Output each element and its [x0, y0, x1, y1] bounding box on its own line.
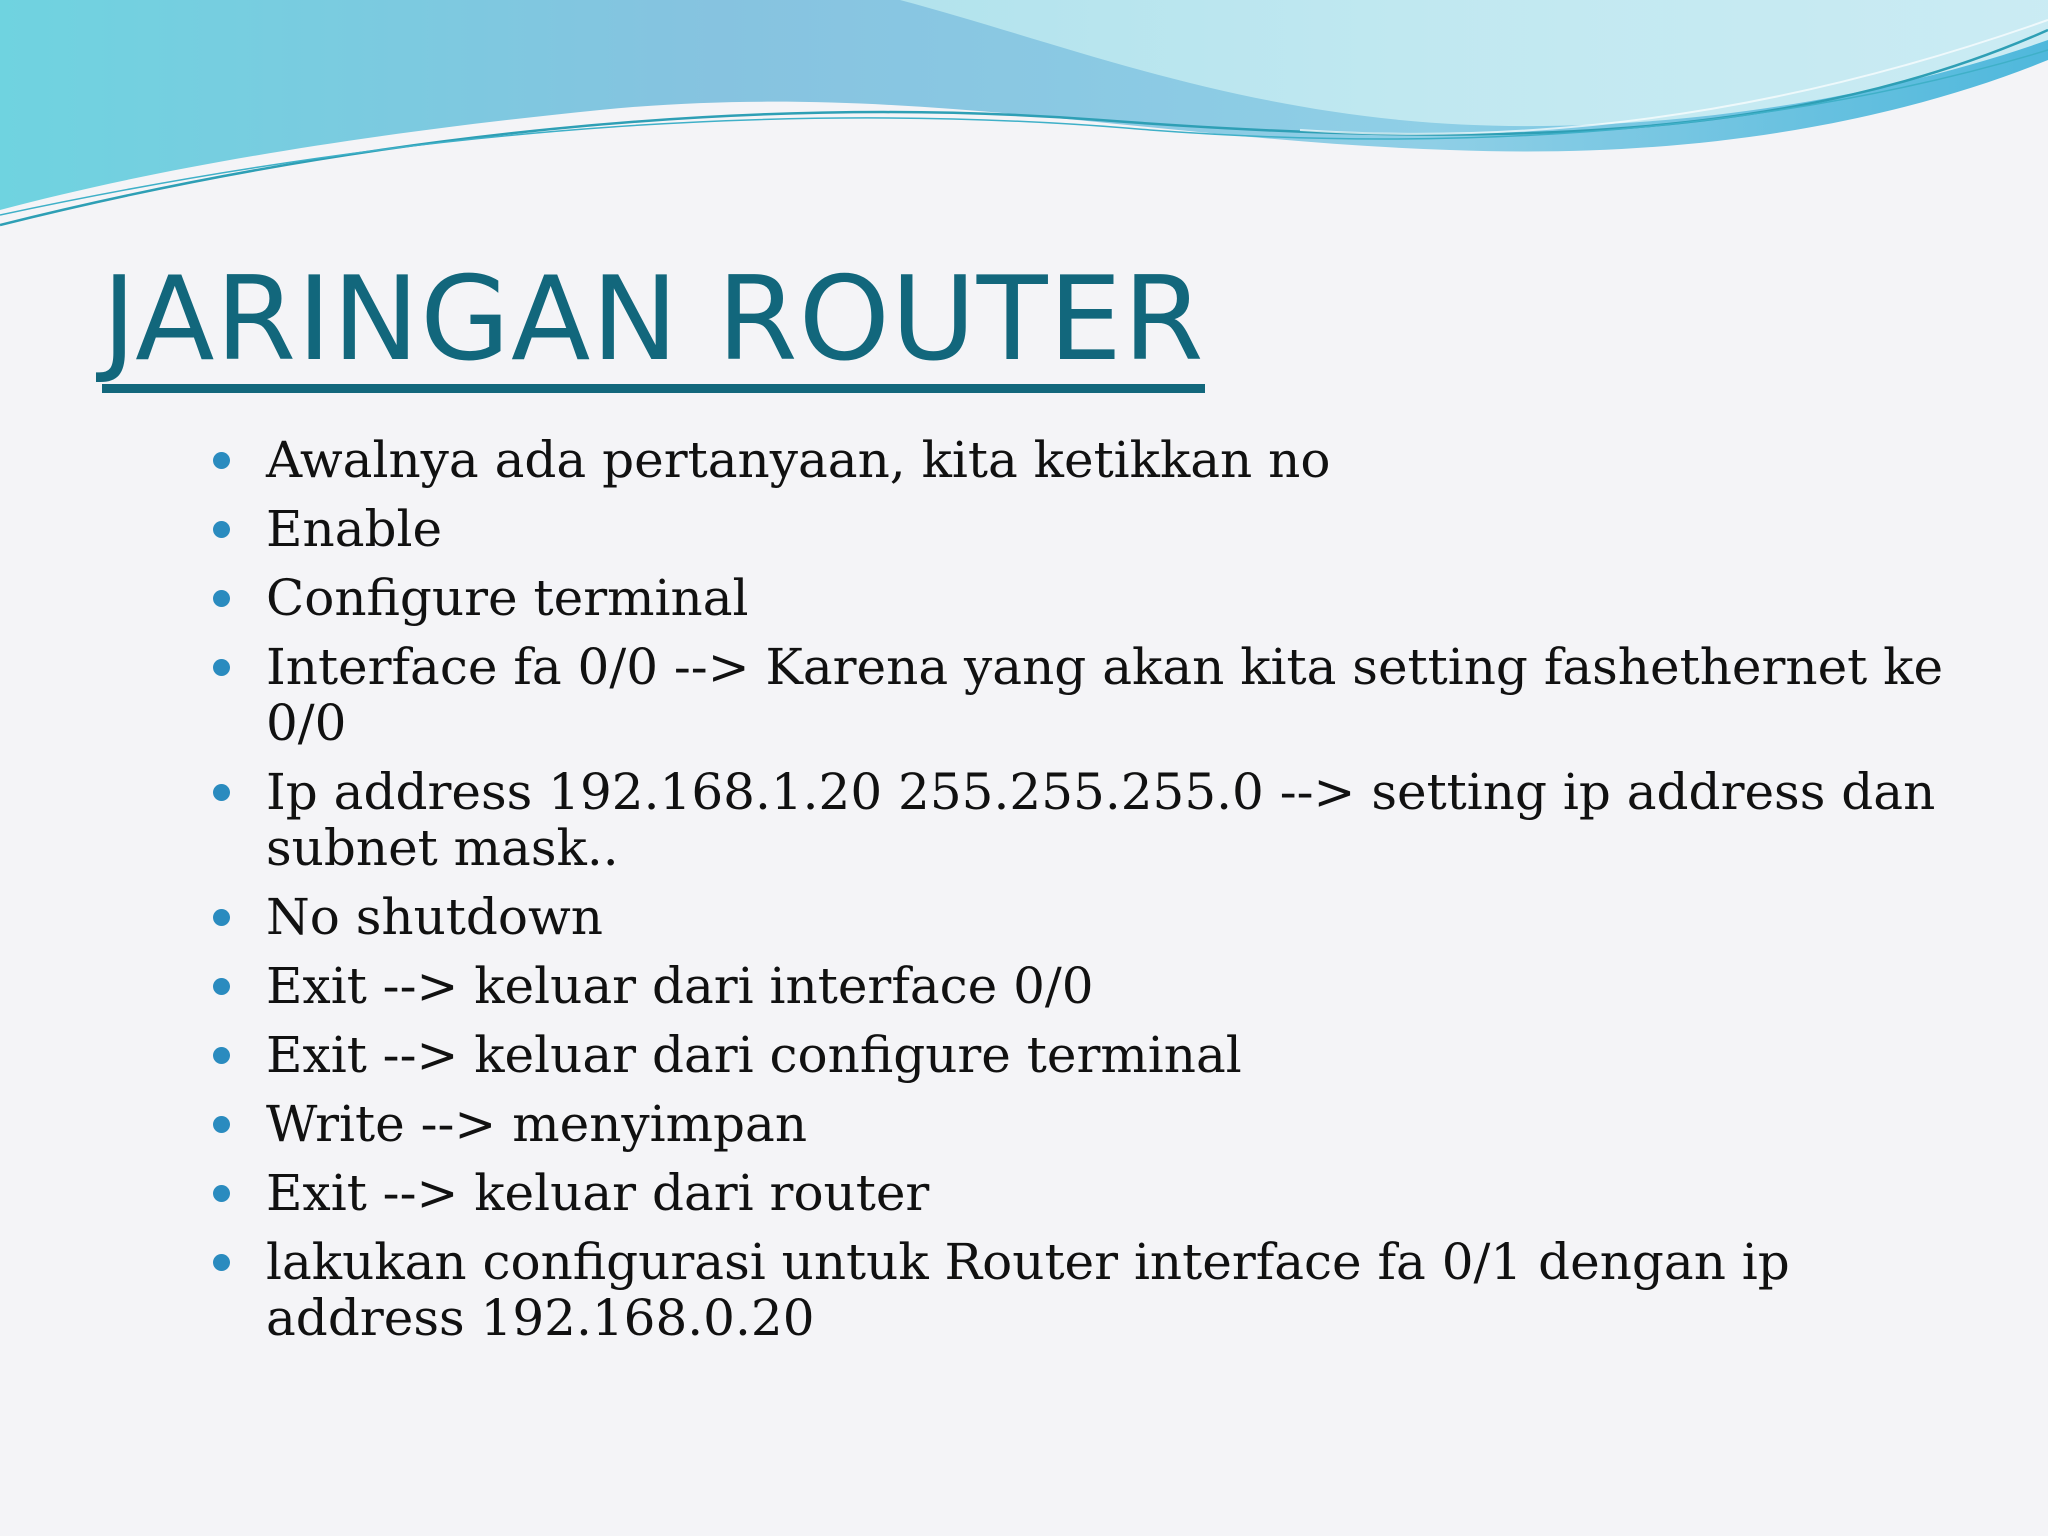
list-item: [266, 1027, 1946, 1083]
header-wave-decoration: [0, 0, 2048, 240]
list-item: [266, 1096, 1946, 1152]
bullet-text: Ip address 192.168.1.20 255.255.255.0 --> setting ip address dan subnet mask..: [266, 763, 1936, 877]
list-item: [266, 570, 1946, 626]
bullet-text: Configure terminal: [266, 569, 749, 627]
bullet-dot-icon: [213, 659, 230, 676]
bullet-dot-icon: [213, 978, 230, 995]
list-item: [266, 889, 1946, 945]
bullet-text: Exit --> keluar dari configure terminal: [266, 1026, 1242, 1084]
bullet-dot-icon: [213, 521, 230, 538]
list-item: [266, 764, 1946, 876]
bullet-dot-icon: [213, 452, 230, 469]
bullet-dot-icon: [213, 1047, 230, 1064]
list-item: [266, 639, 1946, 751]
slide-title: JARINGAN ROUTER: [102, 262, 1205, 393]
bullet-text: lakukan configurasi untuk Router interface fa 0/1 dengan ip address 192.168.0.20: [266, 1233, 1790, 1347]
bullet-dot-icon: [213, 909, 230, 926]
bullet-dot-icon: [213, 1116, 230, 1133]
list-item: [266, 432, 1946, 488]
bullet-dot-icon: [213, 784, 230, 801]
list-item: [266, 1165, 1946, 1221]
bullet-dot-icon: [213, 1254, 230, 1271]
bullet-text: Awalnya ada pertanyaan, kita ketikkan no: [266, 431, 1331, 489]
list-item: [266, 501, 1946, 557]
bullet-dot-icon: [213, 590, 230, 607]
bullet-text: Enable: [266, 500, 443, 558]
list-item: [266, 1234, 1946, 1346]
bullet-text: Interface fa 0/0 --> Karena yang akan kita setting fashethernet ke 0/0: [266, 638, 1944, 752]
bullet-dot-icon: [213, 1185, 230, 1202]
bullet-text: Exit --> keluar dari interface 0/0: [266, 957, 1094, 1015]
bullet-text: Write --> menyimpan: [266, 1095, 808, 1153]
bullet-text: No shutdown: [266, 888, 604, 946]
bullet-list: [266, 432, 1946, 1359]
bullet-text: Exit --> keluar dari router: [266, 1164, 930, 1222]
list-item: [266, 958, 1946, 1014]
